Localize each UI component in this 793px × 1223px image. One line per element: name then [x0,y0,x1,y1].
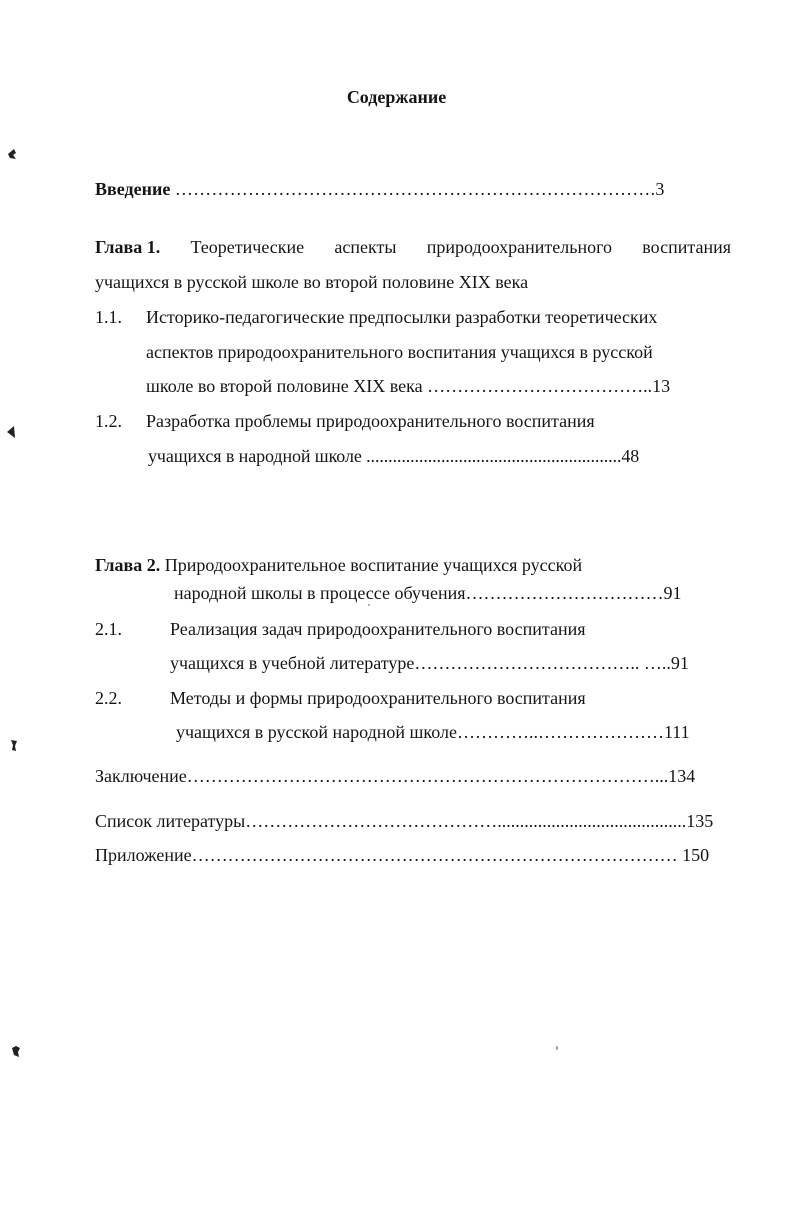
toc-page-number: 3 [655,179,665,199]
toc-entry-intro [95,180,725,198]
scan-speck [368,604,370,606]
chapter-1-heading [95,238,731,256]
chapter-1-heading-continued: учащихся в русской школе во второй половине XIX века [95,272,529,292]
toc-entry-appendix [95,846,709,864]
section-title-line: Разработка проблемы природоохранительного воспитания [146,411,595,431]
toc-leader-dots: ……………………………………………………………………. [174,179,656,199]
chapter-title-line: Природоохранительное воспитание учащихся русской [164,555,583,575]
heading-word: Теоретические [190,237,305,257]
toc-entry-2-1 [170,654,689,672]
section-title-line: школе во второй половине XIX века ……………………………….. [146,376,653,396]
section-title-line: Реализация задач природоохранительного воспитания [170,619,586,639]
toc-entry-conclusion [95,767,695,785]
chapter-title-line: народной школы в процессе обучения…………………………… [174,583,664,603]
toc-entry-chapter-2 [174,584,682,602]
toc-page-number: 134 [668,766,696,786]
toc-page-number: 91 [670,653,689,673]
heading-word: природоохранительного [426,237,613,257]
toc-page-number: 48 [621,446,640,466]
toc-entry-label: Приложение……………………………………………………………………… [95,845,678,865]
heading-word: аспекты [334,237,397,257]
scan-mark-icon [8,738,20,752]
section-title-line: учащихся в русской народной школе…………..………………… [176,722,664,742]
section-title-line: учащихся в народной школе .......................................................... [148,446,622,466]
scan-speck [556,1046,558,1050]
chapter-number: Глава 2. [95,555,161,575]
section-number: 2.1. [95,619,122,639]
scan-mark-icon [10,1044,22,1058]
chapter-number: Глава 1. [95,237,161,257]
section-number: 1.2. [95,411,122,431]
toc-page-number: 135 [686,811,714,831]
scan-mark-icon [6,147,18,161]
section-number: 2.2. [95,688,122,708]
toc-entry-references [95,812,713,830]
toc-page-number: 13 [652,376,671,396]
toc-page-number: 111 [663,722,690,742]
toc-entry-1-2 [148,447,639,465]
section-number: 1.1. [95,307,122,327]
section-title-line: аспектов природоохранительного воспитания учащихся в русской [146,342,653,362]
toc-entry-label: Введение [95,179,171,199]
page-title: Содержание [346,87,447,107]
chapter-2-heading [95,556,582,574]
heading-word: воспитания [642,237,731,257]
toc-entry-1-1 [146,377,670,395]
section-title-line: Методы и формы природоохранительного воспитания [170,688,586,708]
toc-entry-label: Список литературы…………………………………….......................................... [95,811,687,831]
section-title-line: Историко-педагогические предпосылки разработки теоретических [146,307,658,327]
toc-entry-2-2 [176,723,690,741]
toc-entry-label: Заключение……………………………………………………………………... [95,766,669,786]
section-title-line: учащихся в учебной литературе……………………………….. ….. [170,653,671,673]
scan-mark-icon [6,425,18,439]
toc-page-number: 150 [677,845,710,865]
toc-page-number: 91 [663,583,682,603]
